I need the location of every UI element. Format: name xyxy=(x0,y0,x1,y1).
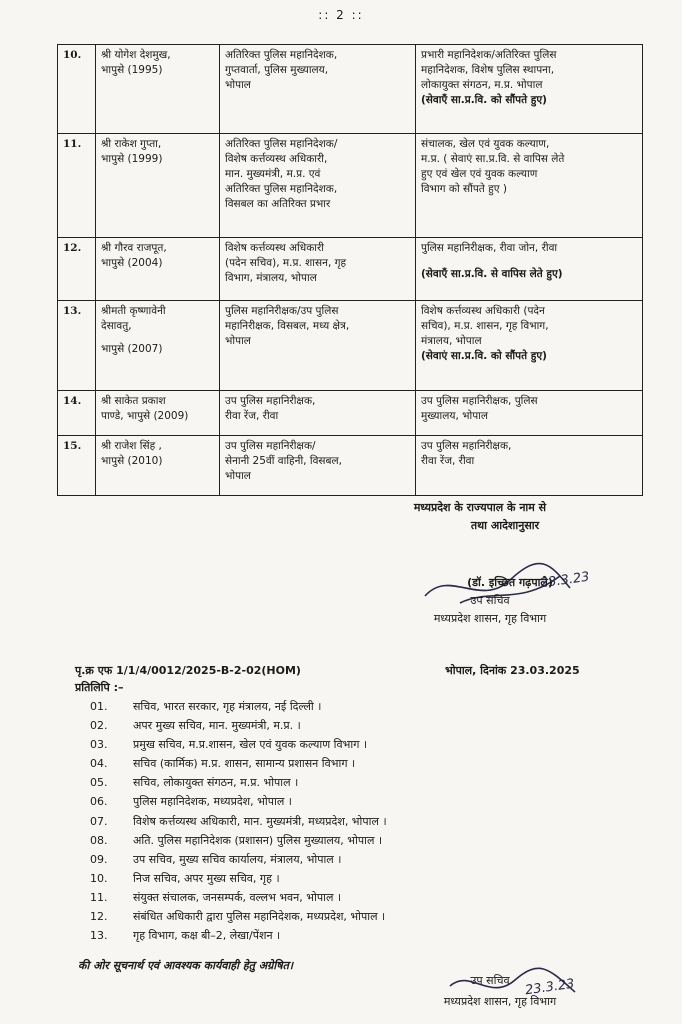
table-row xyxy=(58,238,643,301)
list-item: 11. संयुक्त संचालक, जनसम्पर्क, वल्लभ भवन, भोपाल । xyxy=(90,890,342,904)
new-post-cell: विशेष कर्त्तव्यस्थ अधिकारी (पदेन सचिव), म.प्र. शासन, गृह विभाग, मंत्रालय, भोपाल (सेवाएं सा.प्र.वि. को सौंपते हुए) xyxy=(416,301,643,391)
page-number: :: 2 :: xyxy=(318,8,364,22)
serial-number: 10. xyxy=(58,45,96,134)
serial-number: 12. xyxy=(58,238,96,301)
bottom-signatory-department: मध्यप्रदेश शासन, गृह विभाग xyxy=(443,995,557,1008)
new-post-cell: उप पुलिस महानिरीक्षक, पुलिस मुख्यालय, भोपाल xyxy=(416,391,643,436)
posting-note: (सेवाएँ सा.प्र.वि. से वापिस लेते हुए) xyxy=(421,268,563,280)
list-item: 08. अति. पुलिस महानिदेशक (प्रशासन) पुलिस मुख्यालय, भोपाल । xyxy=(90,833,383,847)
officer-cell: श्री गौरव राजपूत, भापुसे (2004) xyxy=(96,238,220,301)
list-item: 02. अपर मुख्य सचिव, मान. मुख्यमंत्री, म.प्र. । xyxy=(90,719,301,733)
current-post-cell: उप पुलिस महानिरीक्षक, रीवा रेंज, रीवा xyxy=(220,391,416,436)
list-item: 10. निज सचिव, अपर मुख्य सचिव, गृह । xyxy=(90,871,280,885)
table-row xyxy=(58,436,643,496)
signature-date: 23.3.23 xyxy=(539,569,591,592)
list-item: 03. प्रमुख सचिव, म.प्र.शासन, खेल एवं युवक कल्याण विभाग । xyxy=(90,738,368,752)
list-item: 09. उप सचिव, मुख्य सचिव कार्यालय, मंत्रालय, भोपाल । xyxy=(90,852,342,866)
table-row xyxy=(58,134,643,238)
current-post-cell: पुलिस महानिरीक्षक/उप पुलिस महानिरीक्षक, विसबल, मध्य क्षेत्र, भोपाल xyxy=(220,301,416,391)
reference-line xyxy=(75,663,615,678)
reference-number: पृ.क्र एफ 1/1/4/0012/2025-B-2-02(HOM) xyxy=(75,664,301,677)
officer-cell: श्री राजेश सिंह , भापुसे (2010) xyxy=(96,436,220,496)
bottom-signatory-designation: उप सचिव xyxy=(470,974,510,987)
new-post-cell: पुलिस महानिरीक्षक, रीवा जोन, रीवा (सेवाएँ सा.प्र.वि. से वापिस लेते हुए) xyxy=(416,238,643,301)
signatory-designation: उप सचिव xyxy=(470,594,510,607)
reference-date: भोपाल, दिनांक 23.03.2025 xyxy=(445,664,580,677)
current-post-cell: अतिरिक्त पुलिस महानिदेशक, गुप्तवार्ता, पुलिस मुख्यालय, भोपाल xyxy=(220,45,416,134)
serial-number: 15. xyxy=(58,436,96,496)
table-row xyxy=(58,301,643,391)
officer-cell: श्री साकेत प्रकाश पाण्डे, भापुसे (2009) xyxy=(96,391,220,436)
order-authority: मध्यप्रदेश के राज्यपाल के नाम से तथा आदेशानुसार xyxy=(413,501,547,532)
new-post-cell: प्रभारी महानिदेशक/अतिरिक्त पुलिस महानिदेशक, विशेष पुलिस स्थापना, लोकायुक्त संगठन, म.प्र. भोपाल (सेवाएँ सा.प्र.वि. को सौंपते हुए) xyxy=(416,45,643,134)
list-item: 12. संबंधित अधिकारी द्वारा पुलिस महानिदेशक, मध्यप्रदेश, भोपाल । xyxy=(90,910,386,924)
signatory-department: मध्यप्रदेश शासन, गृह विभाग xyxy=(433,612,547,625)
list-item: 06. पुलिस महानिदेशक, मध्यप्रदेश, भोपाल । xyxy=(90,795,292,809)
forward-note: की ओर सूचनार्थ एवं आवश्यक कार्यवाही हेतु अग्रेषित। xyxy=(78,959,294,972)
serial-number: 11. xyxy=(58,134,96,238)
officer-cell: श्री योगेश देशमुख, भापुसे (1995) xyxy=(96,45,220,134)
posting-note: (सेवाएं सा.प्र.वि. को सौंपते हुए) xyxy=(421,350,547,362)
current-post-cell: अतिरिक्त पुलिस महानिदेशक/ विशेष कर्त्तव्यस्थ अधिकारी, मान. मुख्यमंत्री, म.प्र. एवं अतिरिक्त पुलिस महानिदेशक, विसबल का अतिरिक्त प्रभार xyxy=(220,134,416,238)
posting-note: (सेवाएँ सा.प्र.वि. को सौंपते हुए) xyxy=(421,94,547,106)
serial-number: 14. xyxy=(58,391,96,436)
signatory-name: (डॉ. इच्छित गढ़पाले) xyxy=(467,576,553,589)
officer-cell: श्रीमती कृष्णावेनी देसावतु, भापुसे (2007) xyxy=(96,301,220,391)
current-post-cell: उप पुलिस महानिरीक्षक/ सेनानी 25वीं वाहिनी, विसबल, भोपाल xyxy=(220,436,416,496)
new-post-cell: संचालक, खेल एवं युवक कल्याण, म.प्र. ( सेवाएं सा.प्र.वि. से वापिस लेते हुए एवं खेल एवं युवक कल्याण विभाग को सौंपते हुए ) xyxy=(416,134,643,238)
list-item: 05. सचिव, लोकायुक्त संगठन, म.प्र. भोपाल । xyxy=(90,776,299,790)
table-row xyxy=(58,45,643,134)
list-item: 04. सचिव (कार्मिक) म.प्र. शासन, सामान्य प्रशासन विभाग । xyxy=(90,757,356,771)
new-post-cell: उप पुलिस महानिरीक्षक, रीवा रेंज, रीवा xyxy=(416,436,643,496)
copy-to-heading: प्रतिलिपि :– xyxy=(75,681,124,694)
serial-number: 13. xyxy=(58,301,96,391)
current-post-cell: विशेष कर्त्तव्यस्थ अधिकारी (पदेन सचिव), म.प्र. शासन, गृह विभाग, मंत्रालय, भोपाल xyxy=(220,238,416,301)
list-item: 13. गृह विभाग, कक्ष बी–2, लेखा/पेंशन । xyxy=(90,929,281,943)
officer-cell: श्री राकेश गुप्ता, भापुसे (1999) xyxy=(96,134,220,238)
table-row xyxy=(58,391,643,436)
list-item: 01. सचिव, भारत सरकार, गृह मंत्रालय, नई दिल्ली । xyxy=(90,700,322,713)
copy-to-list xyxy=(90,697,560,945)
postings-table xyxy=(57,44,643,496)
bottom-signature-date: 23.3.23 xyxy=(524,976,576,999)
list-item: 07. विशेष कर्त्तव्यस्थ अधिकारी, मान. मुख्यमंत्री, मध्यप्रदेश, भोपाल । xyxy=(90,814,387,828)
